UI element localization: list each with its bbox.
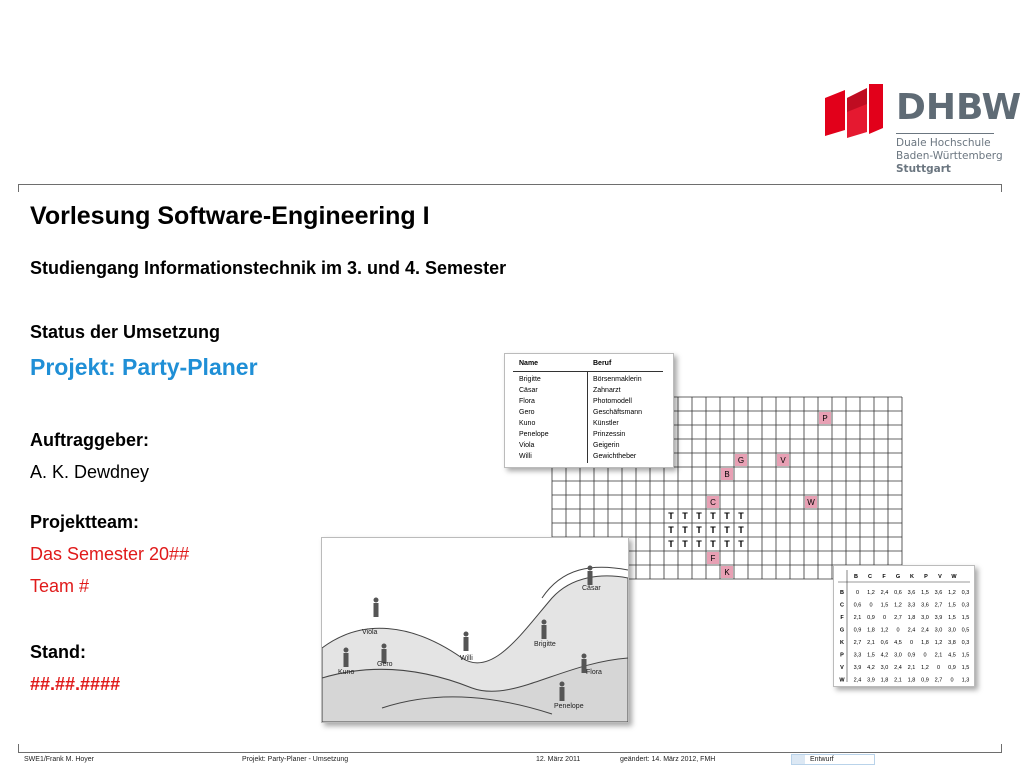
distance-value: 1,2 — [880, 627, 889, 634]
distance-header: W — [951, 574, 957, 580]
grid-table-letter: T — [668, 525, 674, 535]
guest-name: Penelope — [519, 431, 549, 438]
hill-guest-label: Brigitte — [534, 641, 556, 648]
hill-guest-label: Willi — [460, 655, 473, 662]
distance-value: 2,4 — [880, 590, 889, 596]
client-name: A. K. Dewdney — [30, 462, 150, 482]
distance-value: 3,9 — [934, 615, 943, 621]
guest-figure-head — [464, 632, 469, 637]
grid-guest-letter: C — [710, 498, 716, 507]
distance-header: V — [938, 574, 942, 580]
grid-guest-letter: B — [724, 470, 730, 479]
distance-row-label: P — [840, 652, 844, 659]
grid-guest-letter: V — [780, 456, 786, 465]
party-hills-image — [321, 537, 629, 723]
distance-value: 3,6 — [934, 590, 943, 596]
distance-value: 3,0 — [880, 665, 889, 671]
team-semester: Das Semester 20## — [30, 544, 190, 564]
distance-row-label: B — [840, 590, 844, 596]
guest-name: Brigitte — [519, 376, 541, 383]
grid-table-letter: T — [738, 525, 744, 535]
distance-value: 2,4 — [894, 665, 902, 671]
distance-value: 1,8 — [907, 677, 916, 684]
logo-line-2: Baden-Württemberg — [896, 150, 1003, 162]
distance-value: 0 — [882, 615, 887, 621]
grid-table-letter: T — [682, 511, 688, 521]
distance-value: 0 — [909, 640, 914, 646]
distance-value: 0 — [855, 590, 860, 596]
guest-header-name: Name — [519, 360, 539, 367]
distance-value: 3,3 — [907, 602, 916, 609]
grid-table-letter: T — [710, 539, 716, 549]
distance-value: 0 — [950, 677, 954, 684]
guest-figure-body — [464, 637, 469, 651]
distance-value: 3,0 — [948, 627, 956, 634]
distance-header: G — [895, 574, 901, 580]
distance-row-label: G — [839, 627, 845, 634]
distance-row-label: C — [840, 602, 844, 609]
distance-value: 3,9 — [853, 665, 862, 671]
guest-table-image — [504, 353, 674, 468]
distance-value: 0 — [936, 665, 941, 671]
footer-status: Entwurf — [810, 756, 834, 763]
distance-table-image — [833, 565, 975, 687]
hill-guest-label: Penelope — [554, 703, 584, 710]
logo-line-1: Duale Hochschule — [896, 137, 991, 149]
distance-value: 3,0 — [894, 652, 902, 659]
bottom-divider-tick — [1001, 744, 1002, 752]
distance-row-label: F — [840, 615, 844, 621]
distance-value: 0,3 — [961, 590, 970, 596]
team-number: Team # — [30, 576, 90, 596]
logo-name: DHBW — [896, 87, 1022, 128]
distance-value: 2,1 — [867, 640, 875, 646]
distance-value: 1,2 — [921, 665, 929, 671]
grid-table-letter: T — [710, 511, 716, 521]
guest-job: Photomodell — [593, 398, 632, 405]
footer-topic: Projekt: Party-Planer - Umsetzung — [242, 756, 349, 763]
grid-table-letter: T — [724, 511, 730, 521]
distance-header: F — [882, 574, 886, 580]
distance-value: 1,5 — [948, 615, 956, 621]
distance-row-label: W — [839, 677, 845, 684]
distance-value: 2,7 — [934, 677, 943, 684]
guest-name: Flora — [519, 398, 535, 405]
bottom-divider — [18, 752, 1002, 753]
distance-value: 4,5 — [948, 652, 956, 659]
distance-value: 2,7 — [894, 615, 902, 621]
grid-table-letter: T — [696, 525, 702, 535]
guest-job: Künstler — [593, 420, 619, 427]
distance-value: 1,5 — [921, 590, 929, 596]
footer-date: 12. März 2011 — [536, 756, 581, 763]
distance-value: 0,6 — [894, 590, 902, 596]
distance-value: 3,9 — [867, 677, 875, 684]
distance-value: 1,5 — [961, 615, 970, 621]
distance-value: 0,3 — [961, 602, 970, 609]
hill-guest-label: Cäsar — [582, 585, 601, 592]
top-divider-tick — [18, 184, 19, 192]
grid-guest-letter: K — [724, 568, 730, 577]
distance-value: 1,8 — [907, 615, 916, 621]
top-divider-tick — [1001, 184, 1002, 192]
distance-value: 2,1 — [934, 652, 943, 659]
distance-header: P — [924, 574, 928, 580]
guest-header-job: Beruf — [593, 360, 612, 367]
dhbw-logo-mark — [823, 84, 885, 146]
distance-value: 0,9 — [921, 677, 929, 684]
distance-value: 0,3 — [961, 640, 970, 646]
top-divider — [18, 184, 1002, 185]
date-value: ##.##.#### — [30, 674, 121, 694]
guest-job: Zahnarzt — [593, 387, 621, 394]
distance-value: 1,2 — [934, 640, 943, 646]
distance-value: 0,9 — [948, 665, 956, 671]
distance-value: 1,5 — [961, 665, 970, 671]
hill-guest-label: Kuno — [338, 669, 355, 676]
guest-job: Geschäftsmann — [593, 409, 643, 416]
guest-figure-head — [542, 620, 547, 625]
guest-figure-body — [588, 571, 593, 585]
footer-status-swatch — [792, 755, 805, 764]
distance-value: 2,4 — [907, 627, 916, 634]
distance-header: C — [868, 574, 872, 580]
grid-table-letter: T — [710, 525, 716, 535]
hill-guest-label: Flora — [586, 669, 602, 676]
logo-line-3: Stuttgart — [896, 163, 951, 175]
grid-table-letter: T — [724, 525, 730, 535]
guest-name: Gero — [519, 409, 535, 416]
slide-subtitle: Studiengang Informationstechnik im 3. und 4. Semester — [30, 258, 507, 278]
grid-table-letter: T — [668, 511, 674, 521]
slide-title: Vorlesung Software-Engineering I — [30, 202, 430, 230]
guest-figure-head — [374, 598, 379, 603]
distance-value: 0,6 — [853, 602, 862, 609]
distance-value: 1,8 — [867, 627, 875, 634]
distance-value: 1,3 — [961, 677, 970, 684]
distance-value: 2,7 — [853, 640, 862, 646]
guest-name: Cäsar — [519, 387, 538, 394]
distance-header: B — [854, 574, 858, 580]
grid-table-letter: T — [696, 539, 702, 549]
distance-value: 0 — [869, 602, 873, 609]
footer-author: SWE1/Frank M. Hoyer — [24, 756, 95, 763]
bottom-divider-tick — [18, 744, 19, 752]
distance-header: K — [910, 574, 914, 580]
team-label: Projektteam: — [30, 512, 140, 532]
grid-table-letter: T — [668, 539, 674, 549]
distance-value: 1,2 — [894, 602, 902, 609]
dhbw-logo — [896, 87, 1022, 176]
distance-value: 3,0 — [934, 627, 943, 634]
grid-guest-letter: W — [807, 498, 815, 507]
distance-value: 1,5 — [867, 652, 875, 659]
distance-value: 3,3 — [853, 652, 862, 659]
status-label: Status der Umsetzung — [30, 322, 221, 342]
grid-table-letter: T — [738, 539, 744, 549]
guest-name: Kuno — [519, 420, 536, 427]
distance-value: 4,2 — [867, 665, 875, 671]
guest-figure-head — [582, 654, 587, 659]
guest-figure-body — [344, 653, 349, 667]
distance-value: 1,5 — [880, 602, 889, 609]
distance-value: 3,8 — [948, 640, 956, 646]
distance-value: 2,1 — [894, 677, 902, 684]
distance-value: 2,4 — [921, 627, 929, 634]
guest-figure-body — [560, 687, 565, 701]
grid-table-letter: T — [682, 525, 688, 535]
distance-value: 1,5 — [948, 602, 956, 609]
distance-value: 0,9 — [853, 627, 862, 634]
guest-figure-head — [560, 682, 565, 687]
guest-job: Börsenmaklerin — [593, 376, 642, 383]
distance-row-label: V — [840, 665, 844, 671]
distance-value: 4,2 — [880, 652, 889, 659]
distance-value: 2,7 — [934, 602, 943, 609]
grid-table-letter: T — [724, 539, 730, 549]
guest-figure-body — [542, 625, 547, 639]
distance-value: 0,5 — [961, 627, 970, 634]
hill-guest-label: Gero — [377, 661, 393, 668]
grid-guest-letter: F — [710, 554, 716, 563]
distance-value: 1,8 — [880, 677, 889, 684]
project-title: Projekt: Party-Planer — [30, 354, 258, 380]
grid-guest-letter: G — [737, 456, 745, 465]
distance-value: 3,6 — [921, 602, 929, 609]
guest-figure-head — [588, 566, 593, 571]
distance-value: 0,6 — [880, 640, 889, 646]
guest-figure-head — [382, 644, 387, 649]
hill-guest-label: Viola — [362, 629, 378, 636]
distance-value: 3,6 — [907, 590, 916, 596]
distance-value: 1,2 — [867, 590, 875, 596]
guest-name: Viola — [519, 442, 535, 449]
guest-name: Willi — [519, 453, 532, 460]
distance-row-label: K — [840, 640, 844, 646]
guest-figure-head — [344, 648, 349, 653]
distance-value: 3,0 — [921, 615, 929, 621]
distance-value: 4,5 — [894, 640, 902, 646]
distance-value: 1,2 — [948, 590, 956, 596]
distance-value: 2,1 — [853, 615, 862, 621]
distance-value: 0,9 — [907, 652, 916, 659]
grid-table-letter: T — [696, 511, 702, 521]
distance-value: 2,1 — [907, 665, 916, 671]
grid-guest-letter: P — [822, 414, 828, 423]
distance-value: 0 — [923, 652, 927, 659]
distance-value: 2,4 — [853, 677, 862, 684]
distance-value: 0,9 — [867, 615, 875, 621]
grid-table-letter: T — [738, 511, 744, 521]
guest-job: Prinzessin — [593, 431, 626, 438]
distance-value: 0 — [896, 627, 900, 634]
client-label: Auftraggeber: — [30, 430, 150, 450]
guest-job: Geigerin — [593, 442, 620, 449]
guest-figure-body — [374, 603, 379, 617]
distance-value: 1,8 — [921, 640, 929, 646]
guest-job: Gewichtheber — [593, 453, 637, 460]
date-label: Stand: — [30, 642, 86, 662]
grid-table-letter: T — [682, 539, 688, 549]
footer-changed: geändert: 14. März 2012, FMH — [620, 756, 716, 763]
distance-value: 1,5 — [961, 652, 970, 659]
